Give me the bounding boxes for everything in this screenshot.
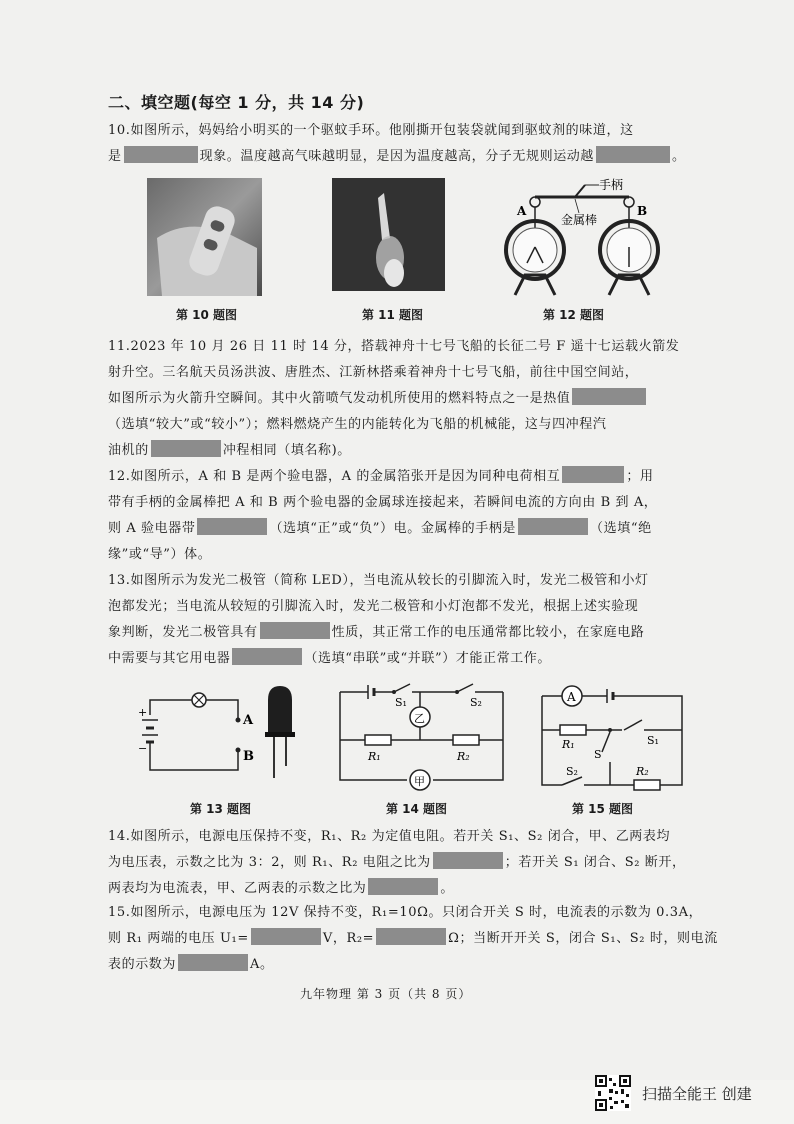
q10-text: 现象。温度越高气味越明显，是因为温度越高，分子无规则运动越 <box>199 149 595 164</box>
label-a: A <box>517 204 527 218</box>
q10-line2 <box>108 144 728 170</box>
question-15 <box>108 900 728 978</box>
q12-line4: 缘”或“导”）体。 <box>108 547 212 562</box>
resistor-r2 <box>453 735 479 745</box>
answer-blank <box>124 146 198 163</box>
answer-blank <box>151 440 221 457</box>
resistor-r1-label: R₁ <box>368 750 381 763</box>
answer-blank <box>562 466 624 483</box>
resistor-r2 <box>634 780 660 790</box>
answer-blank <box>596 146 670 163</box>
q14-line3 <box>108 876 728 902</box>
meter-jia-label: 甲 <box>414 775 425 788</box>
section-title: 二、填空题(每空 1 分，共 14 分) <box>108 93 365 112</box>
q14-text: 。 <box>440 881 455 896</box>
q12-text: 12.如图所示，A 和 B 是两个验电器，A 的金属箔张开是因为同种电荷相互 <box>108 469 561 484</box>
q11-line4: （选填“较大”或“较小”）；燃料燃烧产生的内能转化为飞船的机械能，这与四冲程汽 <box>108 417 607 432</box>
figure-14-circuit <box>335 680 510 792</box>
answer-blank <box>232 648 302 665</box>
switch-s <box>602 732 610 752</box>
q12-text: 则 A 验电器带 <box>108 521 196 536</box>
label-handle: 手柄 <box>599 178 624 192</box>
resistor-r1 <box>365 735 391 745</box>
page-footer: 九年物理 第 3 页（共 8 页） <box>300 987 472 1001</box>
question-10 <box>108 118 728 170</box>
q12-line1 <box>108 464 728 490</box>
question-11 <box>108 334 728 464</box>
q12-text: ；用 <box>626 469 654 484</box>
q12-line3 <box>108 516 728 542</box>
figure-11-photo <box>332 178 445 291</box>
switch-s1 <box>624 720 642 730</box>
q14-text: 为电压表，示数之比为 3：2，则 R₁、R₂ 电阻之比为 <box>108 855 431 870</box>
label-b: B <box>637 204 648 218</box>
q13-line2: 泡都发光；当电流从较短的引脚流入时，发光二极管和小灯泡都不发光，根据上述实验现 <box>108 599 639 614</box>
q13-line4 <box>108 646 728 672</box>
answer-blank <box>433 852 503 869</box>
switch-s2-label: S₂ <box>470 696 482 709</box>
caption-fig11: 第 11 题图 <box>362 308 424 322</box>
answer-blank <box>260 622 330 639</box>
q13-text: 性质，其正常工作的电压通常都比较小，在家庭电路 <box>331 625 645 640</box>
switch-s1-label: S₁ <box>647 734 659 747</box>
scanner-watermark: 扫描全能王 创建 <box>642 1085 752 1103</box>
terminal-b: B <box>243 749 254 764</box>
q13-text: （选填“串联”或“并联”）才能正常工作。 <box>304 651 551 666</box>
answer-blank <box>376 928 446 945</box>
caption-fig14: 第 14 题图 <box>386 802 448 816</box>
answer-blank <box>197 518 267 535</box>
resistor-r1 <box>560 725 586 735</box>
q14-line1: 14.如图所示，电源电压保持不变，R₁、R₂ 为定值电阻。若开关 S₁、S₂ 闭合，甲、乙两表均 <box>108 829 671 844</box>
caption-fig15: 第 15 题图 <box>572 802 634 816</box>
q11-text: 如图所示为火箭升空瞬间。其中火箭喷气发动机所使用的燃料特点之一是热值 <box>108 391 571 406</box>
answer-blank <box>572 388 646 405</box>
switch-s2-label: S₂ <box>566 765 578 778</box>
q13-line3 <box>108 620 728 646</box>
q15-text: 表的示数为 <box>108 957 177 972</box>
question-12 <box>108 464 728 568</box>
switch-s1-label: S₁ <box>395 696 407 709</box>
q13-text: 象判断，发光二极管具有 <box>108 625 258 640</box>
led-icon <box>265 686 295 778</box>
figure-15-circuit <box>532 680 692 792</box>
q10-text: 是 <box>108 149 122 164</box>
q13-text: 中需要与其它用电器 <box>108 651 231 666</box>
q15-text: 则 R₁ 两端的电压 U₁= <box>108 931 249 946</box>
answer-blank <box>251 928 321 945</box>
q11-line1: 11.2023 年 10 月 26 日 11 时 14 分，搭载神舟十七号飞船的长征二号 F 遥十七运载火箭发 <box>108 339 680 354</box>
q11-text: 冲程相同（填名称)。 <box>222 443 351 458</box>
label-rod: 金属棒 <box>561 213 598 227</box>
terminal-a: A <box>243 713 254 728</box>
q15-text: V，R₂= <box>322 931 375 946</box>
q15-line3 <box>108 952 728 978</box>
q15-text: Ω；当断开开关 S，闭合 S₁、S₂ 时，则电流 <box>448 931 718 946</box>
q11-text: 油机的 <box>108 443 149 458</box>
caption-fig12: 第 12 题图 <box>543 308 605 322</box>
switch-s-label: S <box>594 748 602 761</box>
switch-s2 <box>457 684 473 692</box>
q11-line3 <box>108 386 728 412</box>
switch-s2 <box>562 777 582 785</box>
answer-blank <box>368 878 438 895</box>
answer-blank <box>518 518 588 535</box>
q12-text: （选填“正”或“负”）电。金属棒的手柄是 <box>269 521 517 536</box>
electroscope-a <box>506 197 564 295</box>
q13-line1: 13.如图所示为发光二极管（简称 LED），当电流从较长的引脚流入时，发光二极管和小灯 <box>108 573 649 588</box>
resistor-r2-label: R₂ <box>636 765 649 778</box>
q11-line5 <box>108 438 728 464</box>
plus-sign: + <box>138 706 148 719</box>
q15-line1: 15.如图所示，电源电压为 12V 保持不变，R₁=10Ω。只闭合开关 S 时，电流表的示数为 0.3A， <box>108 905 703 920</box>
meter-yi-label: 乙 <box>414 712 425 725</box>
figure-12-electroscopes <box>497 175 667 300</box>
q14-text: ；若开关 S₁ 闭合、S₂ 断开， <box>504 855 686 870</box>
electroscope-b <box>600 197 658 295</box>
q15-text: A。 <box>250 957 274 972</box>
question-14 <box>108 824 728 902</box>
figure-10-photo <box>147 178 262 296</box>
q10-text: 。 <box>672 149 686 164</box>
ammeter-label: A <box>567 690 576 704</box>
answer-blank <box>178 954 248 971</box>
q14-line2 <box>108 850 728 876</box>
q15-line2 <box>108 926 728 952</box>
q14-text: 两表均为电流表，甲、乙两表的示数之比为 <box>108 881 367 896</box>
qr-code-icon <box>595 1075 631 1111</box>
minus-sign: − <box>138 742 148 755</box>
q12-text: （选填“绝 <box>590 521 652 536</box>
figure-13-circuit <box>138 680 308 790</box>
q12-line2: 带有手柄的金属棒把 A 和 B 两个验电器的金属球连接起来，若瞬间电流的方向由 B 到 A， <box>108 495 658 510</box>
caption-fig13: 第 13 题图 <box>190 802 252 816</box>
q11-line2: 射升空。三名航天员汤洪波、唐胜杰、江新林搭乘着神舟十七号飞船，前往中国空间站， <box>108 365 639 380</box>
question-13 <box>108 568 728 672</box>
caption-fig10: 第 10 题图 <box>176 308 238 322</box>
switch-s1 <box>394 684 410 692</box>
q10-line1: 10.如图所示，妈妈给小明买的一个驱蚊手环。他刚撕开包装袋就闻到驱蚊剂的味道，这 <box>108 123 634 138</box>
resistor-r1-label: R₁ <box>562 738 575 751</box>
resistor-r2-label: R₂ <box>457 750 470 763</box>
